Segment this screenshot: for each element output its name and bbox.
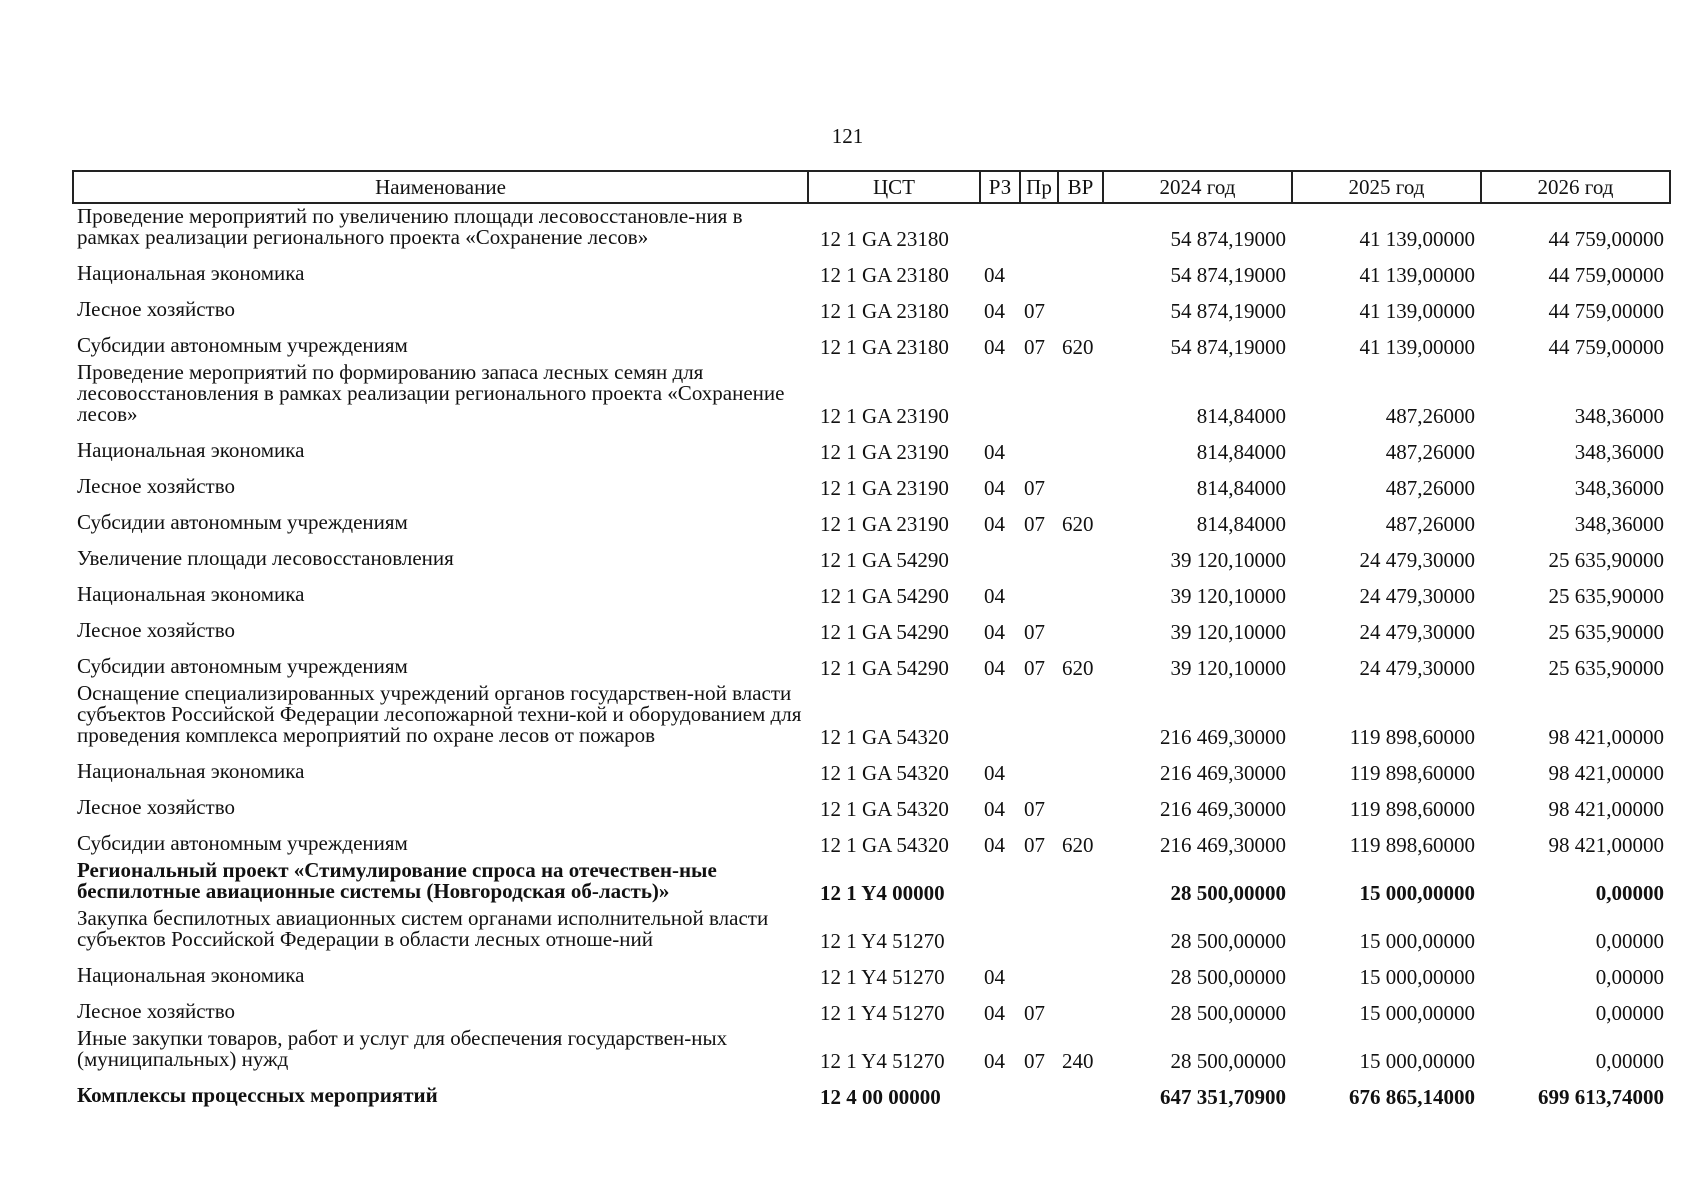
cell-2025: 119 898,60000	[1349, 761, 1475, 785]
cell-cst: 12 1 GA 23180	[820, 335, 949, 359]
cell-pr: 07	[1024, 476, 1045, 500]
table-row	[73, 288, 1670, 324]
cell-2024: 28 500,00000	[1170, 881, 1286, 905]
cell-2025: 15 000,00000	[1359, 1001, 1475, 1025]
cell-name: Субсидии автономным учреждениям	[77, 333, 408, 357]
cell-vr	[1058, 429, 1103, 465]
cell-2025: 24 479,30000	[1359, 548, 1475, 572]
cell-cst: 12 1 GA 54320	[820, 761, 949, 785]
cell-pr: 07	[1024, 1049, 1045, 1073]
cell-pr	[1020, 750, 1058, 786]
cell-name: Закупка беспилотных авиационных систем органами исполнительной власти субъектов Российской Федерации в области лесных отноше-ний	[77, 906, 769, 951]
cell-2024: 28 500,00000	[1170, 965, 1286, 989]
cell-2024: 814,84000	[1196, 512, 1286, 536]
cell-2026: 44 759,00000	[1548, 335, 1664, 359]
cell-2024: 216 469,30000	[1160, 833, 1286, 857]
cell-2024: 814,84000	[1196, 476, 1286, 500]
cell-2025: 41 139,00000	[1359, 335, 1475, 359]
cell-name: Лесное хозяйство	[77, 297, 235, 321]
page-number: 121	[831, 124, 864, 148]
cell-rz: 04	[984, 584, 1005, 608]
table-row	[73, 429, 1670, 465]
cell-rz: 04	[984, 1049, 1005, 1073]
table-body	[73, 203, 1670, 1110]
cell-2024: 39 120,10000	[1170, 620, 1286, 644]
cell-2025: 41 139,00000	[1359, 263, 1475, 287]
cell-vr	[1058, 858, 1103, 906]
cell-2025: 487,26000	[1385, 512, 1475, 536]
header-2026: 2026 год	[1481, 171, 1670, 203]
table-row	[73, 1074, 1670, 1110]
cell-vr	[1058, 360, 1103, 429]
cell-rz	[980, 537, 1020, 573]
cell-2025: 24 479,30000	[1359, 584, 1475, 608]
cell-pr: 07	[1024, 656, 1045, 680]
cell-vr	[1058, 573, 1103, 609]
table-row	[73, 324, 1670, 360]
cell-cst: 12 1 GA 23190	[820, 440, 949, 464]
cell-cst: 12 1 GA 23180	[820, 299, 949, 323]
cell-2026: 98 421,00000	[1548, 833, 1664, 857]
cell-pr: 07	[1024, 299, 1045, 323]
cell-pr	[1020, 906, 1058, 954]
cell-cst: 12 1 GA 54320	[820, 725, 949, 749]
cell-rz	[980, 1074, 1020, 1110]
cell-pr: 07	[1024, 620, 1045, 644]
cell-vr: 620	[1062, 656, 1094, 680]
table-row	[73, 252, 1670, 288]
cell-name: Лесное хозяйство	[77, 474, 235, 498]
cell-2026: 44 759,00000	[1548, 227, 1664, 251]
cell-2025: 487,26000	[1385, 404, 1475, 428]
cell-pr: 07	[1024, 335, 1045, 359]
cell-name: Проведение мероприятий по формированию запаса лесных семян для лесовосстановления в рамках реализации регионального проекта «Сохранение лесов»	[77, 360, 785, 426]
header-pr: Пр	[1020, 171, 1058, 203]
cell-2024: 54 874,19000	[1170, 299, 1286, 323]
cell-2025: 119 898,60000	[1349, 797, 1475, 821]
cell-name: Лесное хозяйство	[77, 999, 235, 1023]
cell-vr: 240	[1062, 1049, 1094, 1073]
cell-vr	[1058, 681, 1103, 750]
cell-rz: 04	[984, 761, 1005, 785]
cell-cst: 12 1 Y4 00000	[820, 881, 945, 905]
cell-rz: 04	[984, 620, 1005, 644]
cell-name: Национальная экономика	[77, 759, 305, 783]
cell-rz: 04	[984, 797, 1005, 821]
cell-name: Национальная экономика	[77, 438, 305, 462]
cell-vr	[1058, 537, 1103, 573]
cell-cst: 12 1 GA 23190	[820, 512, 949, 536]
header-vr: ВР	[1058, 171, 1103, 203]
cell-cst: 12 1 Y4 51270	[820, 965, 945, 989]
cell-rz: 04	[984, 299, 1005, 323]
cell-2024: 54 874,19000	[1170, 227, 1286, 251]
cell-cst: 12 1 Y4 51270	[820, 929, 945, 953]
cell-2026: 699 613,74000	[1538, 1085, 1664, 1109]
cell-2024: 216 469,30000	[1160, 725, 1286, 749]
cell-pr	[1020, 1074, 1058, 1110]
cell-cst: 12 1 GA 54320	[820, 797, 949, 821]
cell-rz: 04	[984, 440, 1005, 464]
cell-name: Проведение мероприятий по увеличению площади лесовосстановле-ния в рамках реализации регионального проекта «Сохранение лесов»	[77, 204, 743, 249]
cell-rz: 04	[984, 476, 1005, 500]
cell-vr	[1058, 252, 1103, 288]
cell-rz	[980, 858, 1020, 906]
cell-2025: 41 139,00000	[1359, 227, 1475, 251]
table-row	[73, 609, 1670, 645]
cell-2024: 39 120,10000	[1170, 584, 1286, 608]
table-row	[73, 203, 1670, 252]
cell-cst: 12 1 GA 23190	[820, 476, 949, 500]
cell-pr	[1020, 537, 1058, 573]
cell-2024: 54 874,19000	[1170, 335, 1286, 359]
cell-2025: 487,26000	[1385, 440, 1475, 464]
cell-cst: 12 1 GA 54290	[820, 548, 949, 572]
cell-2026: 98 421,00000	[1548, 725, 1664, 749]
cell-2024: 216 469,30000	[1160, 761, 1286, 785]
cell-2026: 25 635,90000	[1548, 656, 1664, 680]
cell-cst: 12 1 GA 54290	[820, 620, 949, 644]
table-row	[73, 822, 1670, 858]
cell-rz: 04	[984, 656, 1005, 680]
cell-2025: 119 898,60000	[1349, 725, 1475, 749]
cell-2026: 0,00000	[1595, 1049, 1664, 1073]
cell-2026: 0,00000	[1595, 881, 1664, 905]
cell-vr: 620	[1062, 335, 1094, 359]
cell-vr	[1058, 750, 1103, 786]
cell-2024: 216 469,30000	[1160, 797, 1286, 821]
cell-pr: 07	[1024, 1001, 1045, 1025]
table-row	[73, 537, 1670, 573]
header-rz: РЗ	[980, 171, 1020, 203]
cell-vr	[1058, 609, 1103, 645]
table-row	[73, 786, 1670, 822]
cell-2026: 0,00000	[1595, 965, 1664, 989]
cell-2024: 28 500,00000	[1170, 929, 1286, 953]
table-header-row	[73, 171, 1670, 203]
cell-cst: 12 1 GA 54320	[820, 833, 949, 857]
cell-name: Национальная экономика	[77, 261, 305, 285]
cell-2024: 647 351,70900	[1160, 1085, 1286, 1109]
header-2025: 2025 год	[1292, 171, 1481, 203]
cell-cst: 12 1 GA 54290	[820, 656, 949, 680]
cell-2026: 98 421,00000	[1548, 761, 1664, 785]
cell-2024: 54 874,19000	[1170, 263, 1286, 287]
cell-name: Комплексы процессных мероприятий	[77, 1083, 438, 1107]
cell-2024: 39 120,10000	[1170, 548, 1286, 572]
table-row	[73, 360, 1670, 429]
table-row	[73, 954, 1670, 990]
cell-2024: 814,84000	[1196, 440, 1286, 464]
cell-vr: 620	[1062, 512, 1094, 536]
cell-2026: 0,00000	[1595, 929, 1664, 953]
cell-pr	[1020, 360, 1058, 429]
header-2024: 2024 год	[1103, 171, 1292, 203]
cell-name: Увеличение площади лесовосстановления	[77, 546, 454, 570]
cell-2025: 24 479,30000	[1359, 620, 1475, 644]
cell-2024: 39 120,10000	[1170, 656, 1286, 680]
cell-vr	[1058, 203, 1103, 252]
cell-vr	[1058, 1074, 1103, 1110]
cell-name: Субсидии автономным учреждениям	[77, 654, 408, 678]
cell-2024: 28 500,00000	[1170, 1001, 1286, 1025]
cell-2025: 676 865,14000	[1349, 1085, 1475, 1109]
header-cst: ЦСТ	[808, 171, 980, 203]
cell-vr	[1058, 906, 1103, 954]
cell-2025: 119 898,60000	[1349, 833, 1475, 857]
cell-2026: 348,36000	[1574, 440, 1664, 464]
cell-2025: 15 000,00000	[1359, 1049, 1475, 1073]
cell-pr	[1020, 954, 1058, 990]
cell-cst: 12 1 GA 23180	[820, 263, 949, 287]
table-row	[73, 573, 1670, 609]
cell-pr: 07	[1024, 833, 1045, 857]
cell-2024: 814,84000	[1196, 404, 1286, 428]
cell-vr	[1058, 786, 1103, 822]
cell-name: Иные закупки товаров, работ и услуг для обеспечения государствен-ных (муниципальных) нужд	[77, 1026, 728, 1071]
cell-name: Субсидии автономным учреждениям	[77, 510, 408, 534]
cell-vr	[1058, 954, 1103, 990]
cell-pr	[1020, 858, 1058, 906]
cell-rz: 04	[984, 1001, 1005, 1025]
cell-2026: 25 635,90000	[1548, 548, 1664, 572]
cell-cst: 12 1 GA 23190	[820, 404, 949, 428]
cell-cst: 12 4 00 00000	[820, 1085, 941, 1109]
table-row	[73, 681, 1670, 750]
cell-2026: 44 759,00000	[1548, 263, 1664, 287]
cell-pr: 07	[1024, 797, 1045, 821]
cell-vr	[1058, 465, 1103, 501]
cell-2026: 44 759,00000	[1548, 299, 1664, 323]
cell-2025: 487,26000	[1385, 476, 1475, 500]
cell-rz	[980, 360, 1020, 429]
cell-rz: 04	[984, 965, 1005, 989]
cell-2025: 41 139,00000	[1359, 299, 1475, 323]
cell-2026: 98 421,00000	[1548, 797, 1664, 821]
table-row	[73, 858, 1670, 906]
cell-2025: 15 000,00000	[1359, 881, 1475, 905]
table-row	[73, 465, 1670, 501]
cell-pr	[1020, 252, 1058, 288]
cell-cst: 12 1 GA 54290	[820, 584, 949, 608]
budget-table	[72, 170, 1671, 1110]
cell-2025: 24 479,30000	[1359, 656, 1475, 680]
cell-pr	[1020, 681, 1058, 750]
cell-rz	[980, 681, 1020, 750]
cell-cst: 12 1 GA 23180	[820, 227, 949, 251]
cell-2026: 0,00000	[1595, 1001, 1664, 1025]
cell-name: Лесное хозяйство	[77, 618, 235, 642]
cell-2026: 25 635,90000	[1548, 620, 1664, 644]
cell-rz: 04	[984, 833, 1005, 857]
table-row	[73, 906, 1670, 954]
table-row	[73, 750, 1670, 786]
cell-pr	[1020, 429, 1058, 465]
cell-2025: 15 000,00000	[1359, 965, 1475, 989]
cell-2026: 25 635,90000	[1548, 584, 1664, 608]
cell-rz: 04	[984, 263, 1005, 287]
cell-cst: 12 1 Y4 51270	[820, 1049, 945, 1073]
table-row	[73, 645, 1670, 681]
cell-name: Национальная экономика	[77, 963, 305, 987]
cell-pr	[1020, 573, 1058, 609]
cell-rz: 04	[984, 335, 1005, 359]
cell-vr	[1058, 990, 1103, 1026]
cell-2024: 28 500,00000	[1170, 1049, 1286, 1073]
cell-name: Региональный проект «Стимулирование спроса на отечествен-ные беспилотные авиационные системы (Новгородская об-ласть)»	[77, 858, 717, 903]
cell-2026: 348,36000	[1574, 404, 1664, 428]
cell-name: Субсидии автономным учреждениям	[77, 831, 408, 855]
cell-name: Оснащение специализированных учреждений органов государствен-ной власти субъектов Российской Федерации лесопожарной техни-кой и оборудованием для проведения комплекса мероприятий по охране лесов от пожаров	[77, 681, 802, 747]
cell-rz: 04	[984, 512, 1005, 536]
cell-2026: 348,36000	[1574, 512, 1664, 536]
cell-2025: 15 000,00000	[1359, 929, 1475, 953]
table-row	[73, 1026, 1670, 1074]
cell-rz	[980, 906, 1020, 954]
cell-vr: 620	[1062, 833, 1094, 857]
table-row	[73, 501, 1670, 537]
cell-rz	[980, 203, 1020, 252]
cell-cst: 12 1 Y4 51270	[820, 1001, 945, 1025]
table-row	[73, 990, 1670, 1026]
cell-pr: 07	[1024, 512, 1045, 536]
cell-name: Национальная экономика	[77, 582, 305, 606]
cell-name: Лесное хозяйство	[77, 795, 235, 819]
cell-vr	[1058, 288, 1103, 324]
cell-2026: 348,36000	[1574, 476, 1664, 500]
header-name: Наименование	[73, 171, 808, 203]
cell-pr	[1020, 203, 1058, 252]
